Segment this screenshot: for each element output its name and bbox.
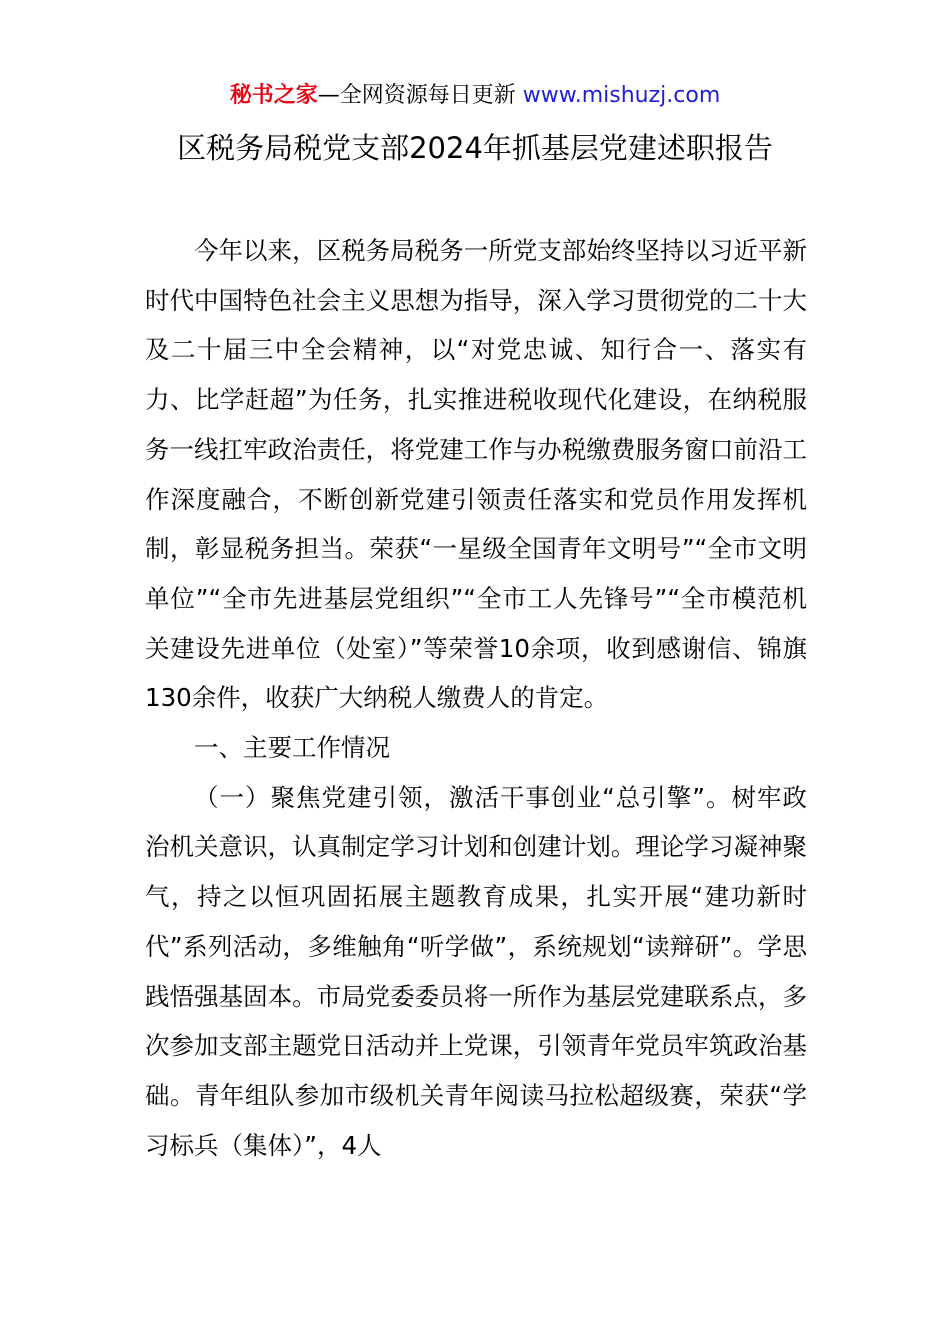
intro-paragraph: 今年以来，区税务局税务一所党支部始终坚持以习近平新时代中国特色社会主义思想为指导，深入学习贯彻党的二十大及二十届三中全会精神，以“对党忠诚、知行合一、落实有力、比学赶超”为任务，扎实推进税收现代化建设，在纳税服务一线扛牢政治责任，将党建工作与办税缴费服务窗口前沿工作深度融合，不断创新党建引领责任落实和党员作用发挥机制，彰显税务担当。荣获“一星级全国青年文明号”“全市文明单位”“全市先进基层党组织”“全市工人先锋号”“全市模范机关建设先进单位（处室）”等荣誉10余项，收到感谢信、锦旗130余件，收获广大纳税人缴费人的肯定。 [145,236,807,713]
site-brand: 秘书之家 [229,83,318,108]
site-banner [0,80,950,112]
document-body [145,226,807,1170]
site-url-link[interactable]: www.mishuzj.com [522,83,721,108]
subsection-paragraph: （一）聚焦党建引领，激活干事创业“总引擎”。树牢政治机关意识，认真制定学习计划和创建计划。理论学习凝神聚气，持之以恒巩固拓展主题教育成果，扎实开展“建功新时代”系列活动，多维触角“听学做”，系统规划“读辩研”。学思践悟强基固本。市局党委委员将一所作为基层党建联系点，多次参加支部主题党日活动并上党课，引领青年党员牢筑政治基础。青年组队参加市级机关青年阅读马拉松超级赛，荣获“学习标兵（集体）”，4人 [145,782,807,1160]
section-heading: 一、主要工作情况 [194,733,390,763]
document-title: 区税务局税党支部2024年抓基层党建述职报告 [177,131,773,165]
site-tagline: —全网资源每日更新 [317,83,516,108]
